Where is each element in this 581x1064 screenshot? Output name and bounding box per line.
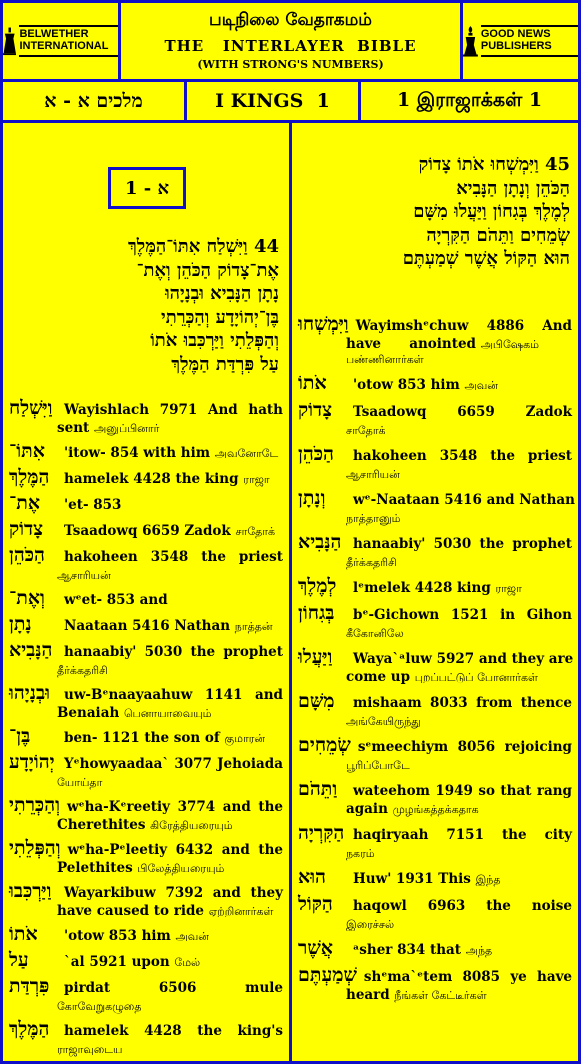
- tamil-gloss: இந்த: [475, 873, 501, 886]
- tamil-gloss: அந்த: [465, 944, 493, 957]
- hebrew-word: הַנָּבִיא: [9, 639, 53, 661]
- tamil-gloss: பூரிப்போடே: [346, 759, 410, 772]
- entry-continuation: [9, 774, 283, 791]
- word-entry: [298, 399, 572, 439]
- hebrew-word: אֹתוֹ: [9, 923, 38, 945]
- hebrew-word: בֶּן־: [9, 725, 31, 747]
- verse-44: [9, 235, 279, 376]
- hebrew-word: שְׁמַעְתֶּם: [298, 964, 357, 986]
- entry-continuation: [9, 420, 283, 437]
- continuation-text: again: [346, 801, 388, 817]
- hebrew-word: וּבְנָיָהוּ: [9, 682, 50, 704]
- word-entry: [9, 751, 283, 791]
- word-entry: [9, 725, 283, 748]
- hebrew-word: אֹתוֹ: [298, 372, 327, 394]
- transliteration: [353, 377, 572, 394]
- hebrew-word: וַיַּרְכִּבוּ: [9, 880, 52, 902]
- hebrew-word: הוּא: [298, 866, 326, 888]
- right-column: [292, 123, 578, 1061]
- transliteration: [64, 730, 283, 747]
- word-entry: [9, 794, 283, 834]
- word-entry: [9, 880, 283, 920]
- entry-continuation: [298, 845, 572, 862]
- word-entry: [9, 975, 283, 1015]
- transliteration: [353, 695, 572, 711]
- tamil-gloss: தீர்க்கதரிசி: [57, 664, 108, 677]
- transliteration: [64, 885, 283, 901]
- entry-continuation: [298, 987, 572, 1004]
- continuation-text: sent: [57, 420, 90, 436]
- transliteration: [356, 318, 572, 334]
- transliteration-text: wateehom 1949 so that rang: [353, 783, 572, 799]
- bell-figure-icon: [3, 17, 16, 65]
- hebrew-word: צָדוֹק: [298, 399, 333, 421]
- tamil-gloss: ஆசாரியன்: [57, 569, 111, 582]
- verse-line: וְהַפְּלֵתִי וַיַּרְכִּבוּ אֹתוֹ: [150, 330, 279, 351]
- transliteration: [353, 607, 572, 623]
- tamil-gloss: ராஜாவுடைய: [57, 1043, 123, 1056]
- continuation-text: Cherethites: [57, 817, 146, 833]
- transliteration-text: haqowl 6963 the noise: [353, 898, 572, 914]
- continuation-text: heard: [346, 987, 390, 1003]
- hebrew-word: נָתָן: [9, 613, 32, 635]
- hebrew-word: שְׂמֵחִים: [298, 734, 351, 756]
- word-entry: [298, 893, 572, 933]
- word-entry: [9, 682, 283, 722]
- transliteration-text: uw-Bᵉnaayaahuw 1141 and: [64, 687, 283, 703]
- hebrew-word: אֲשֶׁר: [298, 937, 333, 959]
- word-entry: [298, 690, 572, 730]
- word-entry: [298, 487, 575, 527]
- hebrew-word: הַמֶּלֶךְ: [9, 466, 50, 488]
- word-entry: [9, 518, 283, 541]
- belwether-logo-text: BELWETHER INTERNATIONAL: [19, 25, 118, 56]
- transliteration: [64, 592, 283, 608]
- continuation-text: have caused to ride: [57, 903, 205, 919]
- entry-continuation: [298, 757, 572, 774]
- hebrew-word: וְהַכְּרֵתִי: [9, 794, 60, 816]
- verse-line: 44 וַיִּשְׁלַח אִתּוֹ־הַמֶּלֶךְ: [127, 236, 279, 257]
- tamil-gloss: ஏற்றினார்கள்: [208, 905, 274, 918]
- word-entry: [298, 575, 572, 598]
- hebrew-word: בְּגִחוֹן: [298, 602, 335, 624]
- entry-continuation: [298, 510, 572, 527]
- transliteration-text: hakoheen 3548 the priest: [64, 549, 283, 565]
- transliteration-text: hanaabiy' 5030 the prophet: [64, 644, 283, 660]
- transliteration-text: ᵃsher 834 that: [353, 942, 462, 958]
- transliteration: [64, 928, 283, 945]
- transliteration: [64, 1023, 283, 1039]
- tamil-gloss: இரைச்சல்: [346, 918, 395, 931]
- entry-continuation: [298, 422, 572, 439]
- entry-continuation: [9, 817, 283, 834]
- transliteration-text: hanaabiy' 5030 the prophet: [353, 536, 572, 552]
- transliteration-text: Huw' 1931 This: [353, 871, 471, 887]
- transliteration: [68, 842, 283, 858]
- tamil-gloss: நீங்கள் கேட்டீர்கள்: [394, 989, 487, 1002]
- hebrew-word: פִּרְדַּת: [9, 975, 50, 997]
- transliteration: [64, 523, 283, 540]
- transliteration: [353, 448, 572, 464]
- tamil-gloss: அவன்: [464, 379, 498, 392]
- belwether-logo: [3, 3, 121, 79]
- transliteration: [64, 980, 283, 996]
- transliteration-text: Tsaadowq 6659 Zadok: [353, 404, 572, 420]
- entry-continuation: [9, 903, 283, 920]
- word-entry: [9, 440, 283, 463]
- entry-continuation: [9, 705, 283, 722]
- hebrew-word: יְהוֹיָדָע: [9, 751, 55, 773]
- word-entry: [298, 646, 572, 686]
- word-entry: [9, 544, 283, 584]
- word-entry: [9, 923, 283, 946]
- tamil-gloss: மேல்: [174, 956, 201, 969]
- entry-continuation: [298, 466, 572, 483]
- transliteration-text: Wayimshᵉchuw 4886 And: [355, 318, 572, 334]
- word-entry: [9, 1018, 283, 1058]
- hebrew-word: וְהַפְּלֵתִי: [9, 837, 61, 859]
- word-entry: [298, 313, 572, 368]
- hebrew-word: לְמֶלֶךְ: [298, 575, 337, 597]
- entry-continuation: [9, 1041, 283, 1058]
- transliteration-text: 'otow 853 him: [64, 928, 171, 944]
- continuation-text: Pelethites: [57, 860, 133, 876]
- book-english: I KINGS 1: [187, 82, 361, 120]
- left-column: [3, 123, 292, 1061]
- transliteration-text: wᵉha-Pᵉleetiy 6432 and the: [67, 842, 283, 858]
- title-block: [121, 3, 460, 79]
- hebrew-word: הַקִּרְיָה: [298, 822, 345, 844]
- transliteration-text: sᵉmeechiym 8056 rejoicing: [357, 739, 572, 755]
- tamil-gloss: ஆசாரியன்: [346, 468, 400, 481]
- tamil-gloss: ராஜா: [495, 582, 522, 595]
- tamil-gloss: குமாரன்: [224, 732, 266, 745]
- transliteration: [358, 739, 572, 755]
- entry-continuation: [298, 554, 572, 571]
- header: [3, 3, 578, 82]
- transliteration: [353, 536, 572, 552]
- transliteration: [64, 756, 283, 772]
- word-entry: [298, 734, 572, 774]
- entry-continuation: [9, 662, 283, 679]
- word-entry: [9, 587, 283, 610]
- chapter-box: א - 1: [108, 167, 186, 209]
- hebrew-word: אִתּוֹ־: [9, 440, 45, 462]
- transliteration-text: Naataan 5416 Nathan: [64, 618, 231, 634]
- hebrew-word: הַנָּבִיא: [298, 531, 342, 553]
- verse-line: בֶּן־יְהוֹיָדָע וְהַכְּרֵתִי: [161, 306, 279, 328]
- transliteration-text: Wayishlach 7971 And hath: [64, 402, 283, 418]
- hebrew-word: אֶת־: [9, 492, 41, 514]
- tamil-gloss: நாத்தன்: [234, 620, 273, 633]
- continuation-text: have anointed: [346, 336, 476, 352]
- entry-continuation: [298, 916, 572, 933]
- word-entry: [9, 949, 283, 972]
- transliteration: [353, 898, 572, 914]
- book-hebrew: מלכים א - א: [3, 82, 187, 120]
- hebrew-word: הַכֹּהֵן: [298, 443, 334, 465]
- title-subtitle: (WITH STRONG'S NUMBERS): [197, 58, 384, 71]
- word-entry: [9, 639, 283, 679]
- transliteration: [353, 871, 572, 888]
- verse-line: הוּא הַקּוֹל אֲשֶׁר שְׁמַעְתֶּם: [402, 248, 570, 269]
- transliteration-text: bᵉ-Gichown 1521 in Gihon: [353, 607, 572, 623]
- transliteration: [64, 445, 283, 462]
- tamil-gloss: கோவேறுகழுதை: [57, 1000, 142, 1013]
- transliteration: [353, 404, 572, 420]
- verse-45: [294, 153, 570, 271]
- transliteration: [64, 644, 283, 660]
- tamil-gloss: அனுப்பினார்: [93, 422, 160, 435]
- word-entry: [298, 822, 572, 862]
- good-news-logo-text: GOOD NEWS PUBLISHERS: [481, 25, 578, 56]
- entry-continuation: [298, 336, 572, 368]
- tamil-gloss: அபிஷேகம்: [480, 338, 539, 351]
- word-entry: [9, 397, 283, 437]
- transliteration: [64, 471, 283, 488]
- transliteration: [64, 549, 283, 565]
- transliteration: [353, 651, 573, 667]
- hebrew-word: עַל: [9, 949, 29, 971]
- transliteration-text: haqiryaah 7151 the city: [353, 827, 572, 843]
- entry-continuation: [298, 801, 572, 818]
- hebrew-word: צָדוֹק: [9, 518, 44, 540]
- transliteration-text: shᵉma`ᵉtem 8085 ye have: [363, 969, 572, 985]
- word-entry: [9, 837, 283, 877]
- entry-continuation: [298, 713, 572, 730]
- word-entry: [298, 866, 572, 889]
- transliteration-text: 'itow- 854 with him: [64, 445, 211, 461]
- word-entry: [298, 443, 572, 483]
- transliteration-text: wᵉet- 853 and: [64, 592, 168, 608]
- transliteration: [353, 827, 572, 843]
- transliteration-text: ben- 1121 the son of: [64, 730, 220, 746]
- transliteration-text: hakoheen 3548 the priest: [353, 448, 572, 464]
- torch-figure-icon: [463, 17, 478, 65]
- tamil-gloss: நகரம்: [346, 847, 375, 860]
- title-english: THE INTERLAYER BIBLE: [164, 37, 417, 55]
- transliteration: [64, 954, 283, 971]
- word-entry: [9, 613, 283, 636]
- verse-line: אֶת־צָדוֹק הַכֹּהֵן וְאֶת־: [136, 259, 279, 281]
- transliteration: [64, 618, 283, 635]
- transliteration-text: lᵉmelek 4428 king: [353, 580, 491, 596]
- tamil-gloss: அவனோடே: [214, 447, 279, 460]
- title-tamil: படிநிலை வேதாகமம்: [209, 10, 372, 30]
- transliteration: [64, 497, 283, 513]
- hebrew-word: הַכֹּהֵן: [9, 544, 45, 566]
- tamil-gloss: புறப்பட்டுப் போனார்கள்: [414, 671, 538, 684]
- word-entry: [298, 531, 572, 571]
- transliteration-text: hamelek 4428 the king's: [64, 1023, 283, 1039]
- right-entries: [298, 313, 575, 1008]
- entry-continuation: [9, 567, 283, 584]
- tamil-gloss: தீர்க்கதரிசி: [346, 556, 397, 569]
- entry-continuation: [9, 998, 283, 1015]
- verse-line: נָתָן הַנָּבִיא וּבְנָיָהוּ: [165, 283, 279, 304]
- tamil-gloss: யோய்தா: [57, 776, 103, 789]
- entry-continuation: [298, 669, 572, 686]
- tamil-gloss: அங்கேயிருந்து: [346, 715, 421, 728]
- transliteration: [67, 799, 283, 815]
- good-news-logo: [460, 3, 578, 79]
- transliteration-text: wᵉha-Kᵉreetiy 3774 and the: [66, 799, 283, 815]
- book-bar: [3, 82, 578, 123]
- tamil-gloss: முழங்கத்தக்கதாக: [392, 803, 479, 816]
- hebrew-word: וַיִּמְשְׁחוּ: [298, 313, 349, 335]
- entry-continuation: [298, 625, 572, 642]
- transliteration: [353, 580, 572, 597]
- tamil-gloss-line2: பண்ணினார்கள்: [346, 353, 424, 366]
- transliteration-text: Waya`ᵃluw 5927 and they are: [353, 651, 574, 667]
- tamil-gloss: ராஜா: [243, 473, 270, 486]
- verse-line: שְׂמֵחִים וַתֵּהֹם הַקִּרְיָה: [426, 224, 570, 246]
- tamil-gloss: கீகோனிலே: [346, 627, 404, 640]
- transliteration: [364, 969, 572, 985]
- tamil-gloss: பிலேத்தியரையும்: [137, 862, 225, 875]
- verse-line: לְמֶלֶךְ בְּגִחוֹן וַיַּעֲלוּ מִשָּׁם: [413, 201, 570, 222]
- transliteration-text: mishaam 8033 from thence: [353, 695, 572, 711]
- verse-line: עַל פִּרְדַּת הַמֶּלֶךְ: [171, 353, 279, 375]
- word-entry: [298, 372, 572, 395]
- transliteration-text: Wayarkibuw 7392 and they: [64, 885, 283, 901]
- hebrew-word: מִשָּׁם: [298, 690, 335, 712]
- word-entry: [298, 937, 572, 960]
- continuation-text: Benaiah: [57, 705, 120, 721]
- hebrew-word: הַקּוֹל: [298, 893, 333, 915]
- transliteration-text: 'et- 853: [64, 497, 122, 513]
- tamil-gloss: பெனாயாவையும்: [123, 707, 212, 720]
- tamil-gloss: அவன்: [175, 930, 209, 943]
- left-entries: [9, 397, 283, 1061]
- transliteration-text: Tsaadowq 6659 Zadok: [64, 523, 231, 539]
- tamil-gloss: சாதோக்: [346, 424, 386, 437]
- transliteration-text: hamelek 4428 the king: [64, 471, 239, 487]
- hebrew-word: וַתֵּהֹם: [298, 778, 338, 800]
- transliteration-text: wᵉ-Naataan 5416 and Nathan: [353, 492, 575, 508]
- word-entry: [298, 602, 572, 642]
- hebrew-word: וְאֶת־: [9, 587, 45, 609]
- hebrew-word: הַמֶּלֶךְ: [9, 1018, 50, 1040]
- hebrew-word: וְנָתָן: [298, 487, 326, 509]
- word-entry: [9, 492, 283, 515]
- transliteration-text: `al 5921 upon: [64, 954, 170, 970]
- transliteration: [353, 783, 572, 799]
- hebrew-word: וַיַּעֲלוּ: [298, 646, 333, 668]
- verse-line: 45 וַיִּמְשְׁחוּ אֹתוֹ צָדוֹק: [418, 154, 570, 175]
- tamil-gloss: கிரேத்தியரையும்: [150, 819, 233, 832]
- hebrew-word: וַיִּשְׁלַח: [9, 397, 53, 419]
- word-entry: [9, 466, 283, 489]
- transliteration: [64, 402, 283, 418]
- tamil-gloss: சாதோக்: [235, 525, 276, 538]
- transliteration: [353, 492, 575, 508]
- transliteration: [64, 687, 283, 703]
- transliteration-text: 'otow 853 him: [353, 377, 460, 393]
- entry-continuation: [9, 860, 283, 877]
- book-tamil: 1 இராஜாக்கள் 1: [396, 88, 543, 111]
- transliteration-text: pirdat 6506 mule: [64, 980, 283, 996]
- word-entry: [298, 964, 572, 1004]
- tamil-gloss: நாத்தானும்: [346, 512, 401, 525]
- word-entry: [298, 778, 572, 818]
- continuation-text: come up: [346, 669, 411, 685]
- transliteration: [353, 942, 572, 959]
- transliteration-text: Yᵉhowyaadaa` 3077 Jehoiada: [64, 756, 283, 772]
- verse-line: הַכֹּהֵן וְנָתָן הַנָּבִיא: [456, 177, 570, 199]
